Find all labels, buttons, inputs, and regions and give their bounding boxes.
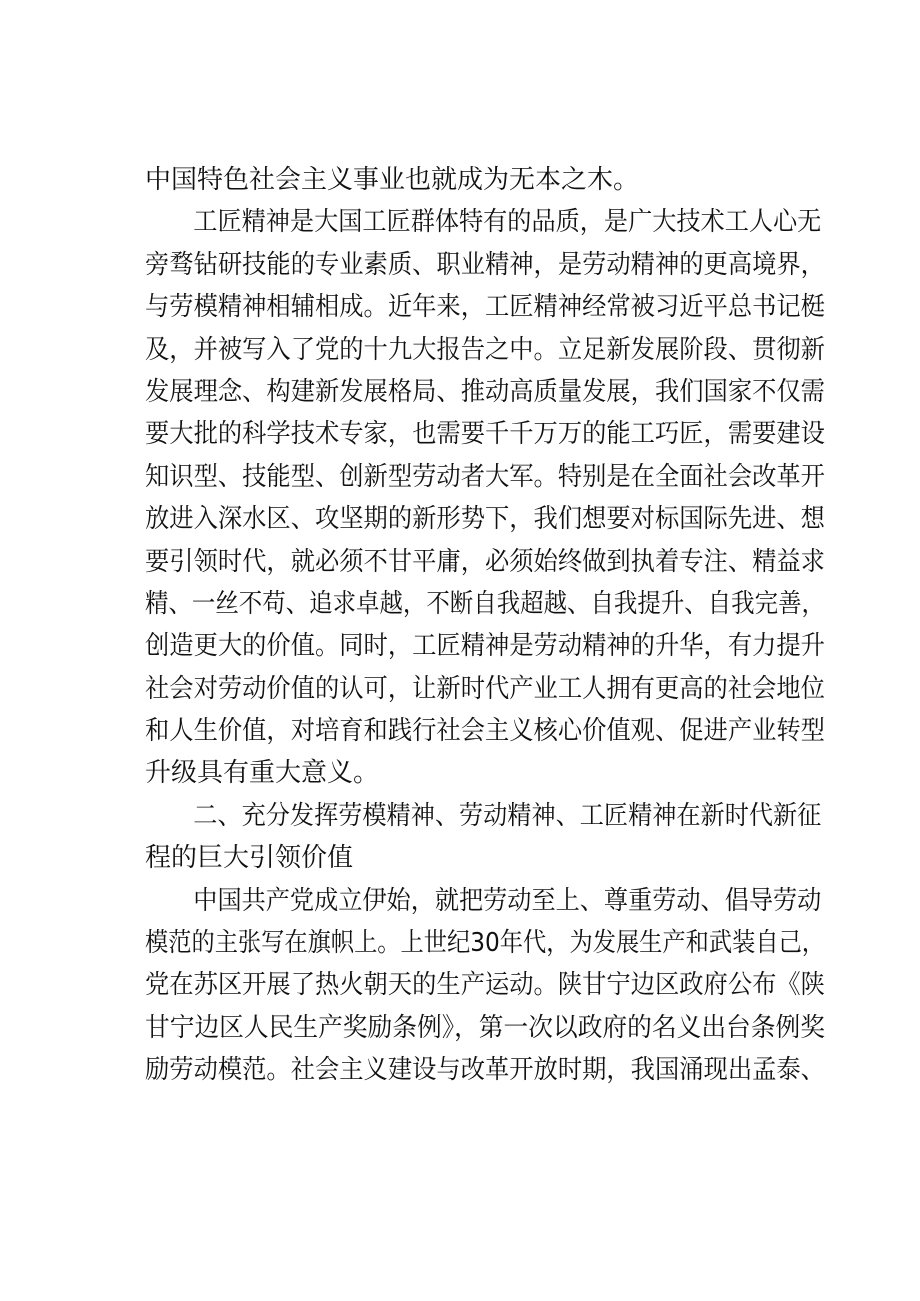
text-line: 中国特色社会主义事业也就成为无本之木。	[145, 165, 640, 195]
text-line: 要大批的科学技术专家，也需要千千万万的能工巧匠，需要建设	[145, 419, 825, 450]
text-line: 工匠精神是大国工匠群体特有的品质，是广大技术工人心无	[193, 207, 822, 238]
text-line: 甘宁边区人民生产奖励条例》，第一次以政府的名义出台条例奖	[145, 1012, 825, 1043]
text-line: 知识型、技能型、创新型劳动者大军。特别是在全面社会改革开	[145, 461, 825, 492]
text-line: 党在苏区开展了热火朝天的生产运动。陕甘宁边区政府公布《陕	[145, 970, 825, 1001]
text-line: 创造更大的价值。同时，工匠精神是劳动精神的升华，有力提升	[145, 631, 825, 662]
text-line: 升级具有重大意义。	[145, 758, 380, 789]
text-line: 旁骛钻研技能的专业素质、职业精神，是劳动精神的更高境界，	[145, 249, 825, 280]
section-heading-line: 程的巨大引领价值	[145, 843, 354, 874]
text-line: 与劳模精神相辅相成。近年来，工匠精神经常被习近平总书记梃	[145, 292, 825, 323]
text-line: 和人生价值，对培育和践行社会主义核心价值观、促进产业转型	[145, 716, 825, 747]
section-heading-line: 二、充分发挥劳模精神、劳动精神、工匠精神在新时代新征	[193, 800, 822, 831]
text-line: 精、一丝不苟、追求卓越，不断自我超越、自我提升、自我完善，	[145, 588, 825, 619]
body-text	[145, 159, 825, 1092]
text-line: 要引领时代，就必须不甘平庸，必须始终做到执着专注、精益求	[145, 546, 825, 577]
text-line: 励劳动模范。社会主义建设与改革开放时期，我国涌现出孟泰、	[145, 1055, 825, 1086]
text-line: 及，并被写入了党的十九大报告之中。立足新发展阶段、贯彻新	[145, 334, 825, 365]
text-line: 模范的主张写在旗帜上。上世纪30年代，为发展生产和武装自己，	[145, 928, 826, 959]
text-line: 发展理念、构建新发展格局、推动高质量发展，我们国家不仅需	[145, 376, 825, 407]
text-line: 中国共产党成立伊始，就把劳动至上、尊重劳动、倡导劳动	[193, 885, 822, 916]
text-line: 放进入深水区、攻坚期的新形势下，我们想要对标国际先进、想	[145, 504, 825, 535]
text-line: 社会对劳动价值的认可，让新时代产业工人拥有更高的社会地位	[145, 673, 825, 704]
